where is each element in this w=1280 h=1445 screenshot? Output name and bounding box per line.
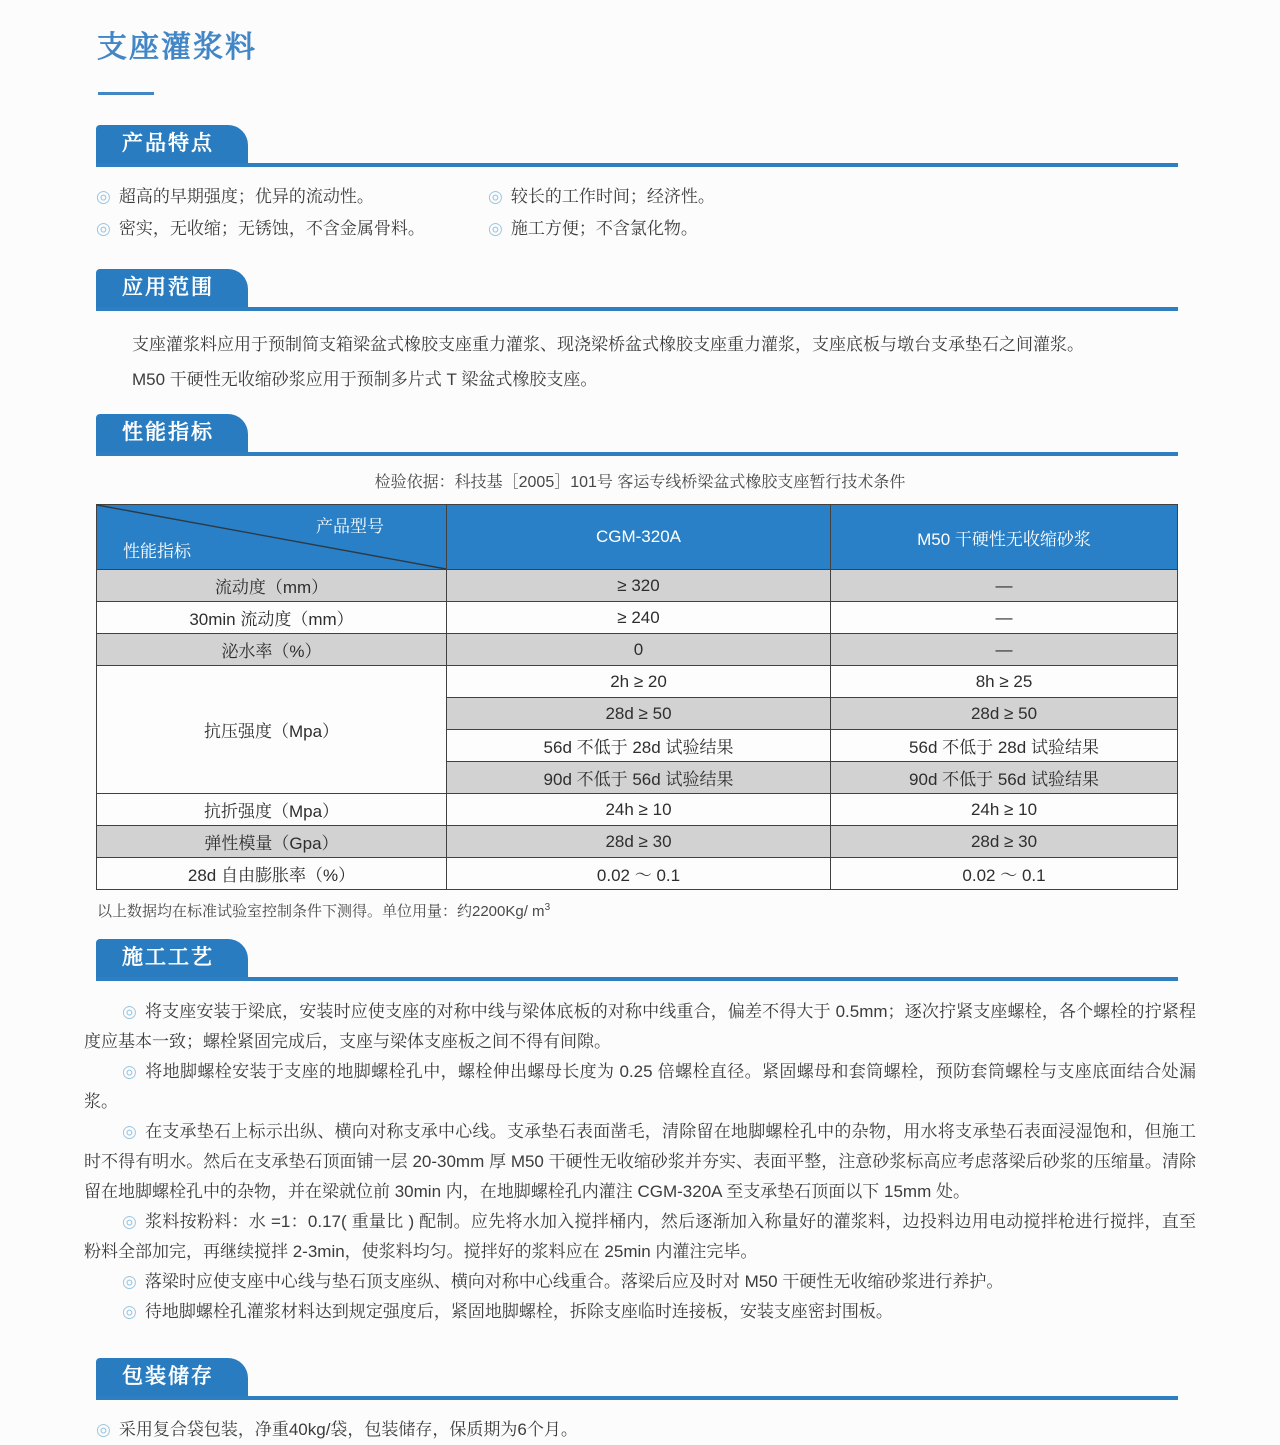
column-header-cgm320a: CGM-320A xyxy=(447,505,831,570)
list-item xyxy=(84,1207,1196,1267)
row-label: 流动度（mm） xyxy=(97,570,447,602)
corner-label-performance-index: 性能指标 xyxy=(123,542,191,561)
test-basis-text: 检验依据：科技基［2005］101号 客运专线桥梁盆式橡胶支座暂行技术条件 xyxy=(374,474,906,491)
table-cell: 24h ≥ 10 xyxy=(831,794,1178,826)
packaging-text: 采用复合袋包装，净重40kg/袋，包装储存，保质期为6个月。 xyxy=(118,1420,578,1439)
table-cell: 24h ≥ 10 xyxy=(447,794,831,826)
section-header-construction xyxy=(96,939,1178,981)
application-paragraph: 支座灌浆料应用于预制简支箱梁盆式橡胶支座重力灌浆、现浇梁桥盆式橡胶支座重力灌浆，支座底板与墩台支承垫石之间灌浆。 xyxy=(132,335,1084,354)
row-label: 30min 流动度（mm） xyxy=(97,602,447,634)
table-cell: 28d ≥ 50 xyxy=(831,698,1178,730)
step-text: 待地脚螺栓孔灌浆材料达到规定强度后，紧固地脚螺栓，拆除支座临时连接板，安装支座密封围板。 xyxy=(144,1302,893,1321)
step-text: 在支承垫石上标示出纵、横向对称支承中心线。支承垫石表面凿毛，清除留在地脚螺栓孔中的杂物，用水将支承垫石表面浸湿饱和，但施工时不得有明水。然后在支承垫石顶面铺一层 20-30mm 厚 M50 干硬性无收缩砂浆并夯实、表面平整，注意砂浆标高应考虑落梁后砂浆的压缩量。清除留在地脚螺栓孔中的杂物，并在梁就位前 30min 内，在地脚螺栓孔内灌注 CGM-320A 至支承垫石顶面以下 15mm 处。 xyxy=(84,1122,1196,1201)
performance-table xyxy=(96,504,1178,890)
list-item xyxy=(84,1267,1196,1297)
footnote-superscript: 3 xyxy=(544,902,551,913)
table-footnote xyxy=(97,900,1280,921)
feature-text: 密实，无收缩；无锈蚀，不含金属骨料。 xyxy=(118,219,425,238)
list-item xyxy=(84,1297,1196,1327)
table-row xyxy=(97,602,1178,634)
table-cell: — xyxy=(831,634,1178,666)
table-cell: 90d 不低于 56d 试验结果 xyxy=(447,762,831,794)
step-text: 将地脚螺栓安装于支座的地脚螺栓孔中，螺栓伸出螺母长度为 0.25 倍螺栓直径。紧固螺母和套筒螺栓，预防套筒螺栓与支座底面结合处漏浆。 xyxy=(84,1062,1196,1111)
row-label: 28d 自由膨胀率（%） xyxy=(97,858,447,890)
table-row xyxy=(97,666,1178,698)
ring-bullet-icon: ◎ xyxy=(488,187,503,206)
ring-bullet-icon: ◎ xyxy=(122,1212,138,1231)
section-tab-packaging: 包装储存 xyxy=(96,1358,248,1396)
step-text: 浆料按粉料：水 =1：0.17( 重量比 ) 配制。应先将水加入搅拌桶内，然后逐渐加入称量好的灌浆料，边投料边用电动搅拌枪进行搅拌，直至粉料全部加完，再继续搅拌 2-3min，使浆料均匀。搅拌好的浆料应在 25min 内灌注完毕。 xyxy=(84,1212,1196,1261)
application-paragraph: M50 干硬性无收缩砂浆应用于预制多片式 T 梁盆式橡胶支座。 xyxy=(132,370,598,389)
table-row xyxy=(97,570,1178,602)
list-item xyxy=(96,1415,1280,1445)
section-tab-performance: 性能指标 xyxy=(96,414,248,452)
table-cell: 2h ≥ 20 xyxy=(447,666,831,698)
table-cell: 0.02 ～ 0.1 xyxy=(831,858,1178,890)
ring-bullet-icon: ◎ xyxy=(122,1302,137,1321)
list-item xyxy=(488,181,1280,213)
section-header-features xyxy=(96,125,1178,167)
step-text: 将支座安装于梁底，安装时应使支座的对称中线与梁体底板的对称中线重合，偏差不得大于 0.5mm；逐次拧紧支座螺栓，各个螺栓的拧紧程度应基本一致；螺栓紧固完成后，支座与梁体支座板之间不得有间隙。 xyxy=(84,1002,1196,1051)
section-header-packaging xyxy=(96,1358,1178,1400)
page-title: 支座灌浆料 xyxy=(97,31,257,64)
feature-text: 超高的早期强度；优异的流动性。 xyxy=(118,187,374,206)
ring-bullet-icon: ◎ xyxy=(122,1062,138,1081)
section-tab-application: 应用范围 xyxy=(96,269,248,307)
row-label: 弹性模量（Gpa） xyxy=(97,826,447,858)
list-item xyxy=(84,1117,1196,1207)
application-paragraphs xyxy=(132,327,1178,397)
row-label: 抗折强度（Mpa） xyxy=(97,794,447,826)
ring-bullet-icon: ◎ xyxy=(96,1420,111,1439)
column-header-m50: M50 干硬性无收缩砂浆 xyxy=(831,505,1178,570)
table-cell: — xyxy=(831,602,1178,634)
table-cell: 28d ≥ 50 xyxy=(447,698,831,730)
features-list xyxy=(96,181,1280,245)
table-cell: 0.02 ～ 0.1 xyxy=(447,858,831,890)
table-cell: 56d 不低于 28d 试验结果 xyxy=(831,730,1178,762)
table-cell: 0 xyxy=(447,634,831,666)
table-cell: 28d ≥ 30 xyxy=(831,826,1178,858)
list-item xyxy=(84,997,1196,1057)
table-row xyxy=(97,634,1178,666)
list-item xyxy=(84,1057,1196,1117)
table-cell: ≥ 320 xyxy=(447,570,831,602)
section-tab-construction: 施工工艺 xyxy=(96,939,248,977)
list-item xyxy=(488,213,1280,245)
row-label: 泌水率（%） xyxy=(97,634,447,666)
section-tab-features: 产品特点 xyxy=(96,125,248,163)
table-cell: 90d 不低于 56d 试验结果 xyxy=(831,762,1178,794)
footnote-text: 以上数据均在标准试验室控制条件下测得。单位用量：约2200Kg/ m xyxy=(97,903,545,920)
table-row xyxy=(97,858,1178,890)
table-cell: 8h ≥ 25 xyxy=(831,666,1178,698)
section-header-performance xyxy=(96,414,1178,456)
table-cell: 56d 不低于 28d 试验结果 xyxy=(447,730,831,762)
list-item xyxy=(96,213,488,245)
ring-bullet-icon: ◎ xyxy=(122,1002,137,1021)
table-row xyxy=(97,794,1178,826)
ring-bullet-icon: ◎ xyxy=(122,1272,137,1291)
packaging-list xyxy=(96,1415,1280,1445)
table-cell: 28d ≥ 30 xyxy=(447,826,831,858)
construction-steps xyxy=(84,997,1196,1327)
feature-text: 施工方便；不含氯化物。 xyxy=(510,219,698,238)
section-header-application xyxy=(96,269,1178,311)
ring-bullet-icon: ◎ xyxy=(488,219,503,238)
diagonal-corner-cell xyxy=(97,505,447,570)
table-cell: ≥ 240 xyxy=(447,602,831,634)
table-header-row xyxy=(97,505,1178,570)
feature-text: 较长的工作时间；经济性。 xyxy=(510,187,715,206)
title-underline xyxy=(98,92,154,95)
ring-bullet-icon: ◎ xyxy=(96,219,111,238)
ring-bullet-icon: ◎ xyxy=(96,187,111,206)
table-row xyxy=(97,826,1178,858)
ring-bullet-icon: ◎ xyxy=(122,1122,138,1141)
step-text: 落梁时应使支座中心线与垫石顶支座纵、横向对称中心线重合。落梁后应及时对 M50 干硬性无收缩砂浆进行养护。 xyxy=(144,1272,1004,1291)
table-cell: — xyxy=(831,570,1178,602)
list-item xyxy=(96,181,488,213)
corner-label-product-model: 产品型号 xyxy=(316,517,384,536)
row-label-compressive-strength: 抗压强度（Mpa） xyxy=(97,666,447,794)
